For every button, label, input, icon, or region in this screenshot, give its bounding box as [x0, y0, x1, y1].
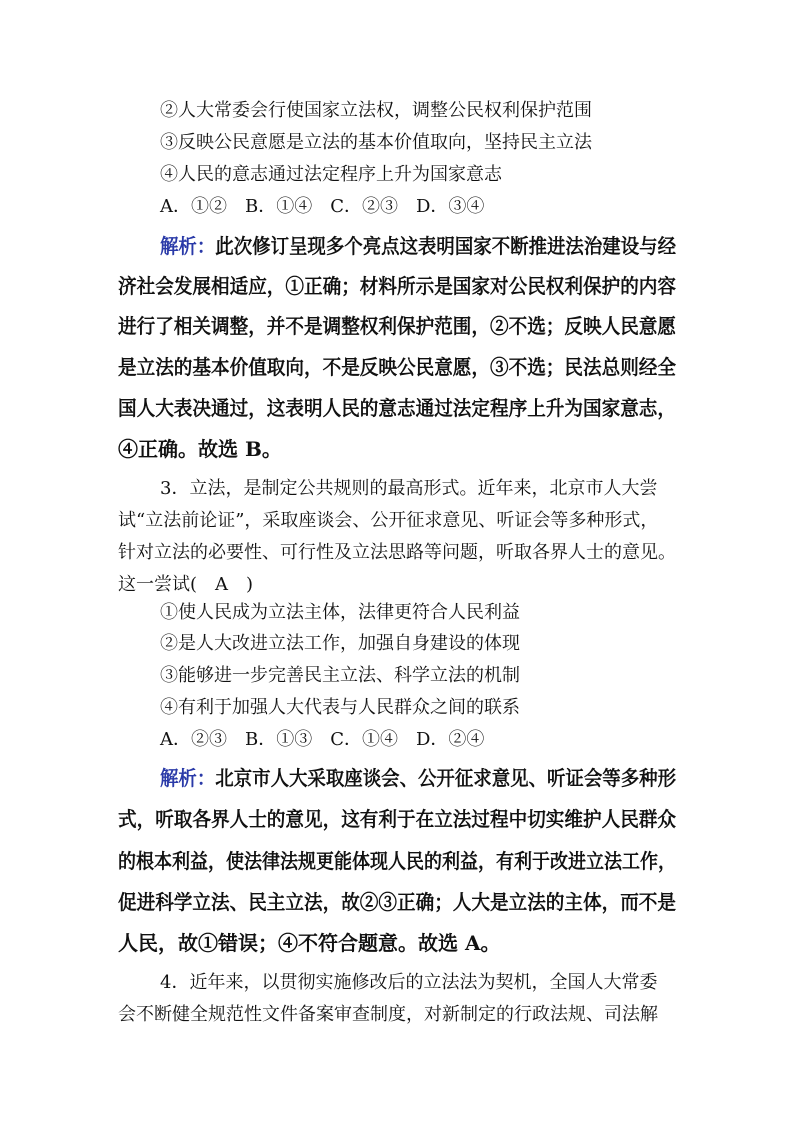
q3-analysis-line-2: 式，听取各界人士的意见，这有利于在立法过程中切实维护人民群众: [118, 807, 676, 831]
q3-option-3: ③能够进一步完善民主立法、科学立法的机制: [160, 665, 520, 686]
q3-analysis-line-3: 的根本利益，使法律法规更能体现人民的利益，有利于改进立法工作，: [118, 849, 676, 873]
q2-option-3: ③反映公民意愿是立法的基本价值取向，坚持民主立法: [160, 132, 592, 153]
q3-analysis-line-4: 促进科学立法、民主立法，故②③正确；人大是立法的主体，而不是: [118, 890, 676, 914]
q2-analysis-line-6: ④正确。故选 B。: [118, 437, 282, 461]
q3-stem-line-3: 针对立法的必要性、可行性及立法思路等问题，听取各界人士的意见。: [118, 542, 676, 563]
q3-stem-line-4: 这一尝试( A ): [118, 574, 254, 595]
q4-stem-line-1: 4．近年来，以贯彻实施修改后的立法法为契机，全国人大常委: [160, 972, 658, 993]
q3-analysis-label: 解析：: [160, 766, 216, 790]
q3-choices: A．②③ B．①③ C．①④ D．②④: [160, 729, 485, 750]
q2-analysis-line-3: 进行了相关调整，并不是调整权利保护范围，②不选；反映人民意愿: [118, 314, 676, 338]
q3-stem-line-2: 试“立法前论证”，采取座谈会、公开征求意见、听证会等多种形式，: [118, 510, 659, 531]
q2-analysis-line-1: 解析：此次修订呈现多个亮点这表明国家不断推进法治建设与经: [160, 234, 676, 258]
q2-analysis-line-2: 济社会发展相适应，①正确；材料所示是国家对公民权利保护的内容: [118, 274, 676, 298]
q3-stem-line-1: 3．立法，是制定公共规则的最高形式。近年来，北京市人大尝: [160, 478, 658, 499]
q3-analysis-line-5: 人民，故①错误；④不符合题意。故选 A。: [118, 931, 501, 955]
q3-option-2: ②是人大改进立法工作，加强自身建设的体现: [160, 633, 520, 654]
q2-analysis-line-5: 国人大表决通过，这表明人民的意志通过法定程序上升为国家意志，: [118, 396, 676, 420]
q3-option-1: ①使人民成为立法主体，法律更符合人民利益: [160, 602, 520, 623]
q2-analysis-line-4: 是立法的基本价值取向，不是反映公民意愿，③不选；民法总则经全: [118, 355, 676, 379]
q3-option-4: ④有利于加强人大代表与人民群众之间的联系: [160, 697, 520, 718]
q2-choices: A．①② B．①④ C．②③ D．③④: [160, 196, 485, 217]
q2-analysis-label: 解析：: [160, 234, 216, 258]
q2-option-2: ②人大常委会行使国家立法权，调整公民权利保护范围: [160, 100, 592, 121]
q3-analysis-line-1: 解析：北京市人大采取座谈会、公开征求意见、听证会等多种形: [160, 766, 676, 790]
q4-stem-line-2: 会不断健全规范性文件备案审查制度，对新制定的行政法规、司法解: [118, 1004, 658, 1025]
q2-option-4: ④人民的意志通过法定程序上升为国家意志: [160, 164, 502, 185]
